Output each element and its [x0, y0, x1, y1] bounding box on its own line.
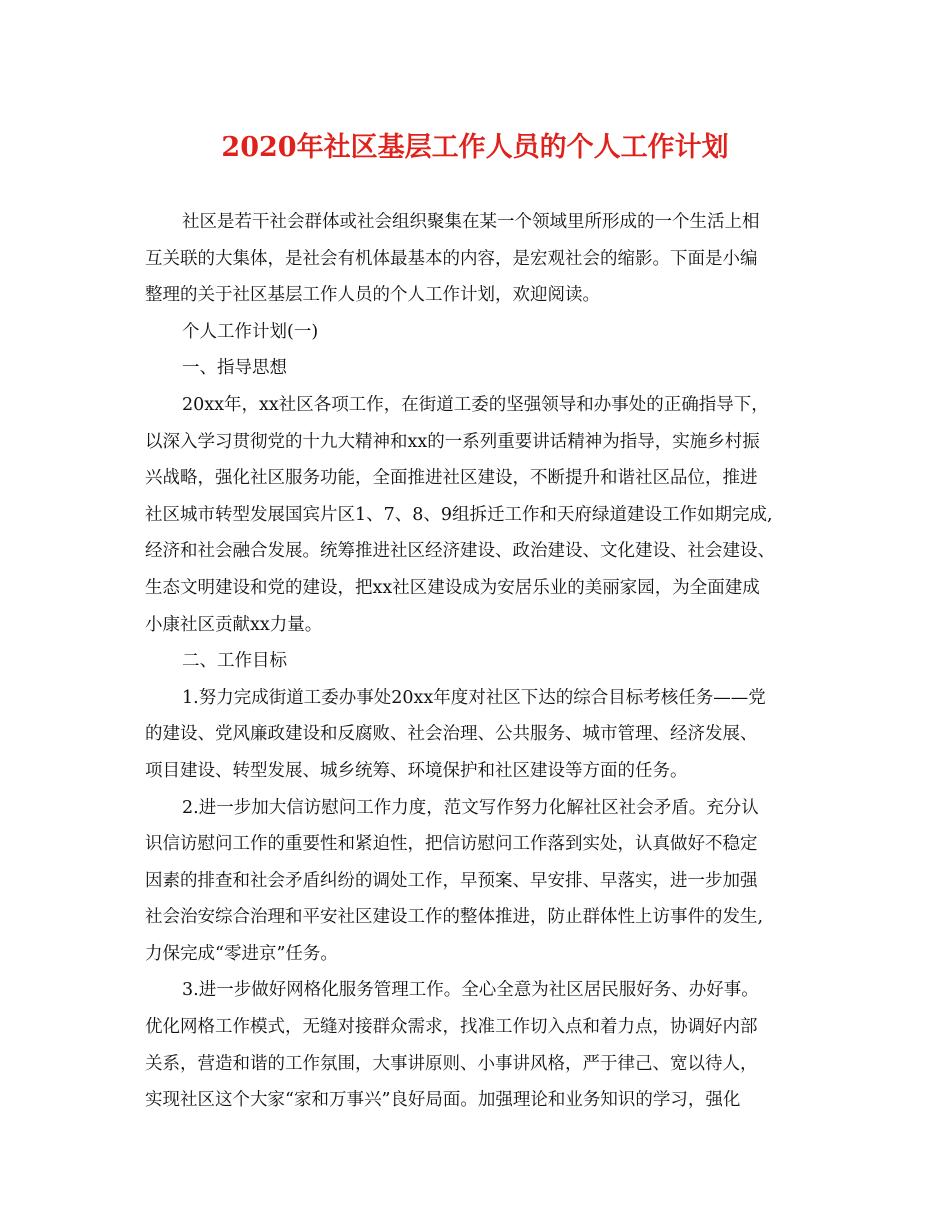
document-title: 2020年社区基层工作人员的个人工作计划 [221, 132, 729, 163]
guiding-ideology-paragraph: 20xx年，xx社区各项工作，在街道工委的坚强领导和办事处的正确指导下， 以深入学习贯彻党的十九大精神和xx的一系列重要讲话精神为指导，实施乡村振 兴战略，强化社区服务功能，全面推进社区建设，不断提升和谐社区品位，推进 社区城市转型发展国宾片区1、7、8、9组拆迁工作和天府绿道建设工作如期完成, 经济和社会融合发展。统筹推进社区经济建设、政治建设、文化建设、社会建设、 生态文明建设和党的建设，把xx社区建设成为安居乐业的美丽家园，为全面建成 小康社区贡献xx力量。 [145, 394, 775, 635]
intro-paragraph: 社区是若干社会群体或社会组织聚集在某一个领域里所形成的一个生活上相 互关联的大集体，是社会有机体最基本的内容，是宏观社会的缩影。下面是小编 整理的关于社区基层工作人员的个人工作计划，欢迎阅读。 [145, 212, 760, 306]
goal-item-1: 1.努力完成街道工委办事处20xx年度对社区下达的综合目标考核任务——党 的建设、党风廉政建设和反腐败、社会治理、公共服务、城市管理、经济发展、 项目建设、转型发展、城乡统筹、环境保护和社区建设等方面的任务。 [145, 687, 766, 781]
section-heading-work-goals: 二、工作目标 [182, 651, 287, 672]
goal-item-3: 3.进一步做好网格化服务管理工作。全心全意为社区居民服好务、办好事。 优化网格工作模式，无缝对接群众需求，找准工作切入点和着力点，协调好内部 关系，营造和谐的工作氛围，大事讲原则、小事讲风格，严于律己、宽以待人， 实现社区这个大家“家和万事兴”良好局面。加强理论和业务知识的学习，强化 [145, 980, 759, 1111]
section-heading-guiding-ideology: 一、指导思想 [182, 358, 287, 379]
document-body [145, 204, 825, 1119]
plan-heading: 个人工作计划(一) [182, 321, 319, 342]
goal-item-2: 2.进一步加大信访慰问工作力度，范文写作努力化解社区社会矛盾。充分认 识信访慰问工作的重要性和紧迫性，把信访慰问工作落到实处，认真做好不稳定 因素的排查和社会矛盾纠纷的调处工作，早预案、早安排、早落实，进一步加强 社会治安综合治理和平安社区建设工作的整体推进，防止群体性上访事件的发生, 力保完成“零进京”任务。 [145, 797, 764, 964]
